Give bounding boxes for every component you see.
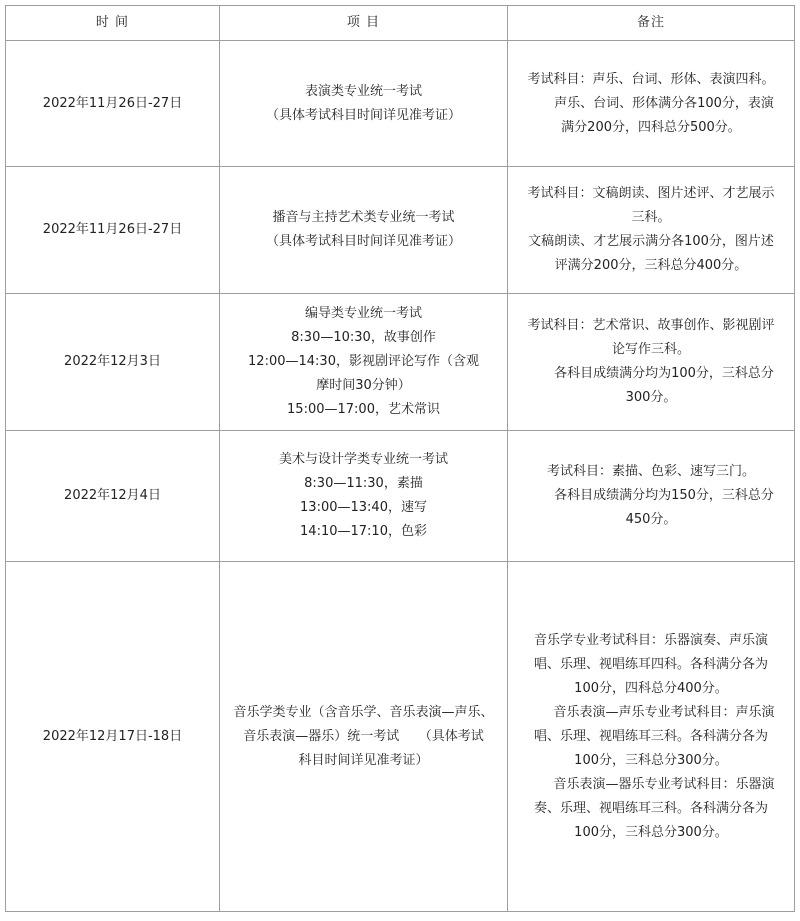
note-line: 唱、乐理、视唱练耳四科。各科满分各为 [533, 656, 768, 672]
header-item: 项 目 [220, 6, 508, 41]
cell-note [508, 431, 795, 562]
note-line: 唱、乐理、视唱练耳三科。各科满分各为 [533, 728, 768, 744]
note-line: 满分200分，四科总分500分。 [561, 119, 741, 135]
cell-item [220, 562, 508, 912]
cell-note [508, 167, 795, 294]
cell-item [220, 294, 508, 431]
cell-item [220, 431, 508, 562]
cell-time: 2022年12月3日 [6, 294, 220, 431]
note-line: 450分。 [625, 512, 677, 527]
note-line: 音乐表演—器乐专业考试科目：乐器演 [553, 776, 775, 792]
item-line: （具体考试科目时间详见准考证） [265, 107, 461, 123]
note-line: 各科目成绩满分均为100分，三科总分 [554, 366, 774, 381]
note-line: 100分，三科总分300分。 [574, 824, 728, 840]
table-row [6, 294, 795, 431]
item-line: 音乐表演—器乐）统一考试 （具体考试 [243, 728, 484, 744]
item-line: 摩时间30分钟） [316, 378, 411, 393]
item-line: 15:00—17:00，艺术常识 [287, 402, 440, 417]
item-line: （具体考试科目时间详见准考证） [265, 234, 461, 249]
exam-schedule-table [5, 5, 795, 912]
item-line: 音乐学类专业（含音乐学、音乐表演—声乐、 [233, 704, 494, 720]
note-line: 论写作三科。 [611, 342, 690, 357]
cell-note [508, 562, 795, 912]
cell-time: 2022年11月26日-27日 [6, 41, 220, 167]
cell-time: 2022年12月17日-18日 [6, 562, 220, 912]
table-row [6, 562, 795, 912]
note-line: 声乐、台词、形体满分各100分，表演 [554, 95, 774, 111]
item-line: 编导类专业统一考试 [304, 306, 422, 321]
note-line: 考试科目：素描、色彩、速写三门。 [546, 464, 755, 479]
note-line: 评满分200分，三科总分400分。 [554, 258, 748, 273]
note-line: 各科目成绩满分均为150分，三科总分 [554, 488, 774, 503]
table-row [6, 41, 795, 167]
note-line: 音乐学专业考试科目：乐器演奏、声乐演 [533, 632, 768, 648]
note-line: 奏、乐理、视唱练耳三科。各科满分各为 [533, 800, 768, 816]
item-line: 播音与主持艺术类专业统一考试 [272, 210, 455, 225]
item-line: 科目时间详见准考证） [298, 752, 429, 768]
note-line: 100分，四科总分400分。 [574, 680, 728, 696]
note-line: 考试科目：文稿朗读、图片述评、才艺展示 [527, 186, 775, 201]
note-line: 三科。 [631, 210, 671, 225]
item-line: 12:00—14:30，影视剧评论写作（含观 [248, 354, 479, 369]
item-line: 13:00—13:40，速写 [300, 500, 427, 515]
cell-item [220, 41, 508, 167]
note-line: 考试科目：艺术常识、故事创作、影视剧评 [527, 318, 775, 333]
note-line: 100分，三科总分300分。 [574, 752, 728, 768]
header-note: 备注 [508, 6, 795, 41]
note-line: 文稿朗读、才艺展示满分各100分，图片述 [528, 234, 774, 249]
cell-note [508, 41, 795, 167]
item-line: 表演类专业统一考试 [304, 83, 422, 99]
note-line: 音乐表演—声乐专业考试科目：声乐演 [553, 704, 775, 720]
note-line: 考试科目：声乐、台词、形体、表演四科。 [527, 71, 775, 87]
item-line: 美术与设计学类专业统一考试 [278, 452, 448, 467]
cell-time: 2022年12月4日 [6, 431, 220, 562]
cell-time: 2022年11月26日-27日 [6, 167, 220, 294]
item-line: 8:30—10:30，故事创作 [291, 330, 436, 345]
cell-note [508, 294, 795, 431]
header-time: 时 间 [6, 6, 220, 41]
item-line: 14:10—17:10，色彩 [300, 524, 427, 539]
table-header-row [6, 6, 795, 41]
item-line: 8:30—11:30，素描 [304, 476, 423, 491]
cell-item [220, 167, 508, 294]
table-row [6, 431, 795, 562]
note-line: 300分。 [625, 390, 677, 405]
table-row [6, 167, 795, 294]
